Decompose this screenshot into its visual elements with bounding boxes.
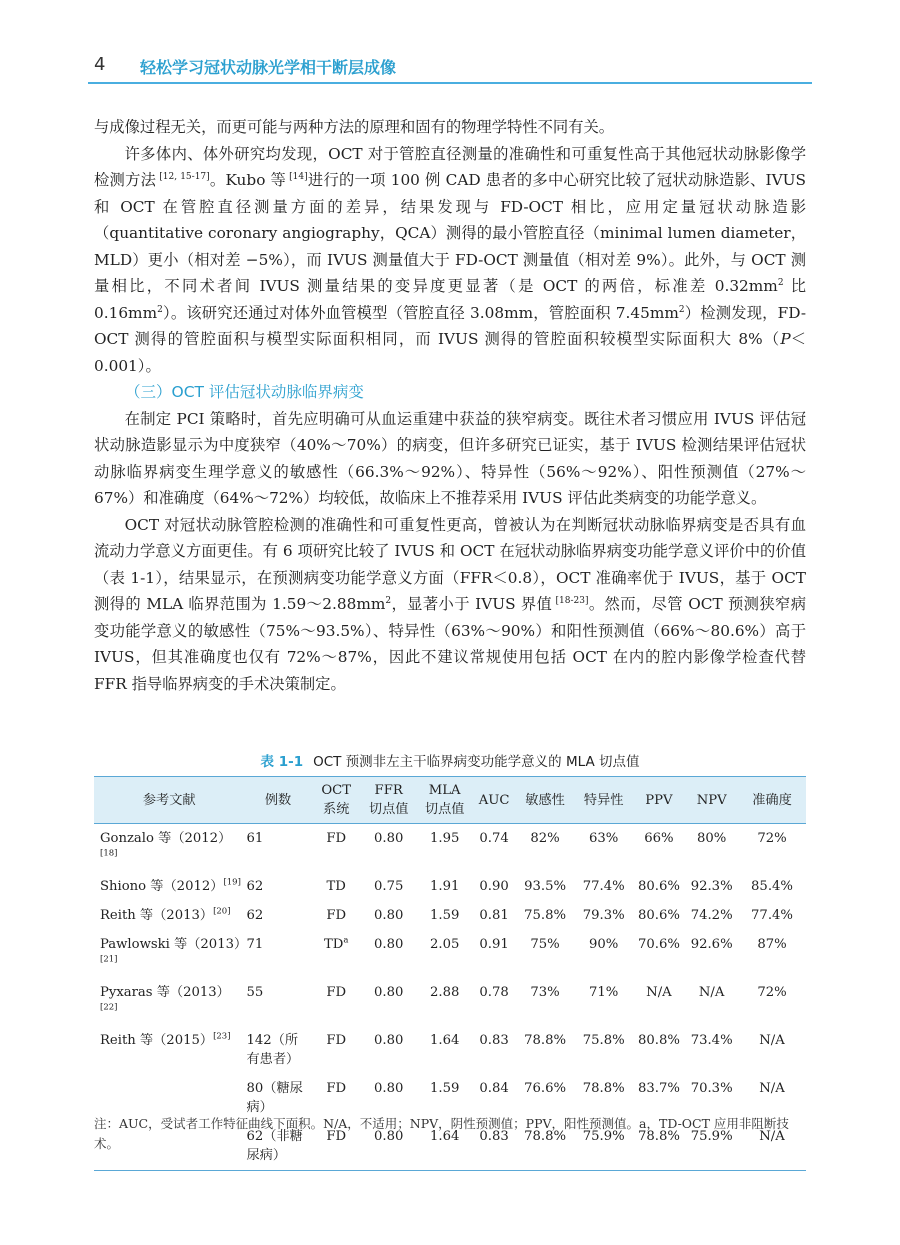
count-cell: 62 (246, 879, 264, 894)
acc-cell: N/A (738, 1122, 806, 1171)
count-cell: 142（所有患者） (246, 1033, 300, 1067)
mla-cell: 1.91 (429, 879, 460, 894)
ppv-cell: 80.6% (637, 908, 680, 923)
table-header-row (94, 777, 806, 824)
text-span: 。然而，尽管 OCT 预测狭窄病变功能学意义的敏感性（75%～93.5%）、特异性（63%～90%）和阳性预测值（66%～80.6%）高于 IVUS，但其准确度也仅有 72%～87%，因此不建议常规使用包括 OCT 在内的腔内影像学检查代替 FFR 指导临界病变的手术决策制定。 (94, 595, 806, 693)
table-row (94, 824, 806, 873)
ppv-cell: 66% (644, 831, 674, 846)
sens-cell: 76.6% (524, 1081, 567, 1096)
table-caption (94, 750, 806, 770)
body-text (94, 114, 806, 697)
ppv-cell: N/A (646, 985, 672, 1000)
ppv-cell: 78.8% (633, 1122, 686, 1171)
ffr-cell: 0.80 (373, 1081, 404, 1096)
auc-cell: 0.81 (479, 908, 509, 923)
npv-cell: 70.3% (690, 1081, 733, 1096)
text-span: ）检测发现，FD-OCT 测得的管腔面积与模型实际面积相同，而 IVUS 测得的管腔面积较模型实际面积大 8%（ (94, 303, 806, 348)
book-title: 轻松学习冠状动脉光学相干断层成像 (140, 58, 397, 77)
reference-cell: Reith 等（2015）[23] (100, 1031, 231, 1048)
mla-cell: 1.95 (429, 831, 460, 846)
npv-cell: N/A (698, 985, 725, 1000)
text-span: 许多体内、体外研究均发现，OCT 对于管腔直径测量的准确性和可重复性高于其他冠状动脉影像学检测方法 (94, 144, 806, 189)
section-heading: （三）OCT 评估冠状动脉临界病变 (125, 383, 364, 401)
text-span: OCT 对冠状动脉管腔检测的准确性和可重复性更高，曾被认为在判断冠状动脉临界病变是否具有血流动力学意义方面更佳。有 6 项研究比较了 IVUS 和 OCT 在冠状动脉临界病变功能学意义评价中的价值（表 1-1），结果显示，在预测病变功能学意义方面（FFR＜0.8），OCT 准确率优于 IVUS，基于 OCT 测得的 MLA 临界范围为 1.59～2.88mm (94, 515, 806, 613)
table-header-cell: 参考文献 (94, 777, 244, 824)
table-header-cell: MLA 切点值 (417, 777, 473, 824)
text-span: 比 0.16mm (94, 277, 806, 322)
oct-system-cell: FD (326, 1081, 347, 1096)
text-span: 。Kubo 等 (209, 171, 287, 189)
spec-cell: 78.8% (582, 1081, 625, 1096)
acc-cell: 77.4% (751, 908, 793, 923)
count-cell: 71 (246, 937, 264, 952)
reference-cell: Shiono 等（2012）[19] (100, 877, 241, 894)
ffr-cell: 0.80 (373, 985, 404, 1000)
paragraph-1: 与成像过程无关，而更可能与两种方法的原理和固有的物理学特性不同有关。 (94, 118, 615, 136)
table-header-cell: 特异性 (575, 777, 633, 824)
count-cell: 55 (246, 985, 264, 1000)
sens-cell: 75.8% (524, 908, 567, 923)
spec-cell: 77.4% (582, 879, 625, 894)
acc-cell: 87% (757, 937, 787, 952)
citation: [22] (100, 1002, 118, 1013)
sens-cell: 78.8% (524, 1033, 567, 1048)
auc-cell: 0.83 (473, 1122, 516, 1171)
auc-cell: 0.74 (479, 831, 509, 846)
ffr-cell: 0.80 (373, 908, 404, 923)
ffr-cell: 0.75 (373, 879, 404, 894)
table-header-cell: FFR 切点值 (361, 777, 417, 824)
superscript: 2 (678, 304, 685, 315)
ffr-cell: 0.80 (373, 937, 404, 952)
auc-cell: 0.90 (479, 879, 509, 894)
table-row (94, 930, 806, 978)
ffr-cell: 0.80 (373, 1033, 404, 1048)
oct-system-cell: TD (326, 879, 346, 894)
superscript: 2 (157, 304, 163, 315)
table-caption-text: OCT 预测非左主干临界病变功能学意义的 MLA 切点值 (313, 754, 640, 770)
npv-cell: 75.9% (685, 1122, 738, 1171)
spec-cell: 75.9% (575, 1122, 633, 1171)
mla-cell: 2.88 (429, 985, 460, 1000)
ppv-cell: 70.6% (637, 937, 680, 952)
spec-cell: 63% (589, 831, 619, 846)
count-cell: 61 (246, 831, 264, 846)
npv-cell: 92.3% (690, 879, 733, 894)
citation: [18-23] (552, 595, 589, 606)
table-header-cell: 敏感性 (515, 777, 574, 824)
footnote-mark: a (343, 935, 349, 946)
paragraph-4 (94, 512, 806, 698)
reference-cell: Pawlowski 等（2013）[21] (100, 937, 248, 965)
spec-cell: 75.8% (582, 1033, 625, 1048)
sens-cell: 75% (530, 937, 560, 952)
npv-cell: 80% (697, 831, 727, 846)
ppv-cell: 80.6% (637, 879, 680, 894)
oct-system-cell: FD (312, 1122, 361, 1171)
text-span: ，显著小于 IVUS 界值 (391, 595, 553, 613)
sens-cell: 73% (530, 985, 560, 1000)
sens-cell: 93.5% (524, 879, 567, 894)
auc-cell: 0.91 (479, 937, 509, 952)
paragraph-3: 在制定 PCI 策略时，首先应明确可从血运重建中获益的狭窄病变。既往术者习惯应用 IVUS 评估冠状动脉造影显示为中度狭窄（40%～70%）的病变，但许多研究已证实，基于 IVUS 检测结果评估冠状动脉临界病变生理学意义的敏感性（66.3%～92%）、特异性（56%～92%）、阳性预测值（27%～67%）和准确度（64%～72%）均较低，故临床上不推荐采用 IVUS 评估此类病变的功能学意义。 (94, 409, 806, 507)
table-note: 注：AUC，受试者工作特征曲线下面积。N/A，不适用；NPV，阴性预测值；PPV，阳性预测值。a，TD-OCT 应用非阻断技术。 (94, 1116, 789, 1151)
table-row (94, 978, 806, 1026)
superscript: 2 (777, 277, 784, 288)
spec-cell: 90% (589, 937, 619, 952)
oct-system-cell: FD (326, 908, 347, 923)
citation: [18] (100, 848, 118, 859)
header-rule (88, 82, 812, 84)
table-caption-id: 表 1-1 (260, 754, 304, 770)
acc-cell: 72% (757, 831, 787, 846)
mla-cell: 1.64 (429, 1033, 460, 1048)
table-header-cell: NPV (685, 777, 738, 824)
sens-cell: 78.8% (515, 1122, 574, 1171)
text-span: ）。该研究还通过对体外血管模型（管腔直径 3.08mm，管腔面积 7.45mm (162, 303, 679, 322)
oct-system-cell: FD (326, 831, 347, 846)
table-row (94, 901, 806, 930)
count-cell: 62（非糖尿病） (244, 1122, 311, 1171)
citation: [14] (286, 171, 308, 182)
paragraph-2 (94, 141, 806, 380)
mla-cell: 2.05 (429, 937, 460, 952)
reference-cell: Reith 等（2013）[20] (100, 906, 231, 923)
text-span: ＜0.001）。 (94, 330, 806, 375)
oct-system-cell: FD (326, 1033, 347, 1048)
spec-cell: 79.3% (582, 908, 625, 923)
npv-cell: 74.2% (690, 908, 733, 923)
citation: [20] (213, 906, 231, 917)
reference-cell: Gonzalo 等（2012）[18] (100, 831, 232, 859)
ppv-cell: 80.8% (637, 1033, 680, 1048)
sens-cell: 82% (530, 831, 560, 846)
auc-cell: 0.83 (479, 1033, 509, 1048)
count-cell: 62 (246, 908, 264, 923)
table-header-cell: 准确度 (738, 777, 806, 824)
table-header-cell: 例数 (244, 777, 311, 824)
auc-cell: 0.78 (479, 985, 509, 1000)
reference-cell: Pyxaras 等（2013）[22] (100, 985, 230, 1013)
ffr-cell: 0.80 (373, 831, 404, 846)
acc-cell: N/A (759, 1081, 785, 1096)
mla-cell: 1.59 (429, 908, 460, 923)
mla-cell: 1.64 (417, 1122, 473, 1171)
auc-cell: 0.84 (479, 1081, 509, 1096)
ppv-cell: 83.7% (637, 1081, 680, 1096)
table-header-cell: PPV (633, 777, 686, 824)
ffr-cell: 0.80 (361, 1122, 417, 1171)
acc-cell: N/A (759, 1033, 785, 1048)
table-header-cell: OCT 系统 (312, 777, 361, 824)
citation: [23] (213, 1031, 231, 1042)
page-number: 4 (94, 54, 106, 75)
page-header (88, 54, 812, 80)
text-span: 进行的一项 100 例 CAD 患者的多中心研究比较了冠状动脉造影、IVUS 和 OCT 在管腔直径测量方面的差异，结果发现与 FD-OCT 相比，应用定量冠状动脉造影（quantitative coronary angiography，QCA）测得的最小管腔直径（minimal lumen diameter，MLD）更小（相对差 −5%），而 IVUS 测量值大于 FD-OCT 测量值（相对差 9%）。此外，与 OCT 测量相比，不同术者间 IVUS 测量结果的变异度更显著（是 OCT 的两倍，标准差 0.32mm (94, 171, 806, 295)
count-cell: 80（糖尿病） (246, 1081, 303, 1115)
citation: [19] (223, 877, 241, 888)
npv-cell: 73.4% (690, 1033, 733, 1048)
table-header-cell: AUC (473, 777, 516, 824)
data-table (94, 776, 806, 1171)
acc-cell: 85.4% (751, 879, 793, 894)
superscript: 2 (385, 595, 392, 606)
citation: [21] (100, 954, 118, 965)
npv-cell: 92.6% (690, 937, 733, 952)
oct-system-cell: FD (326, 985, 347, 1000)
table-row (94, 1026, 806, 1074)
table-row (94, 872, 806, 901)
citation: [12, 15-17] (156, 171, 210, 182)
p-value-symbol: P (780, 330, 791, 348)
spec-cell: 71% (589, 985, 619, 1000)
mla-cell: 1.59 (429, 1081, 460, 1096)
acc-cell: 72% (757, 985, 787, 1000)
oct-system-cell: $TD^a$ (323, 935, 349, 952)
